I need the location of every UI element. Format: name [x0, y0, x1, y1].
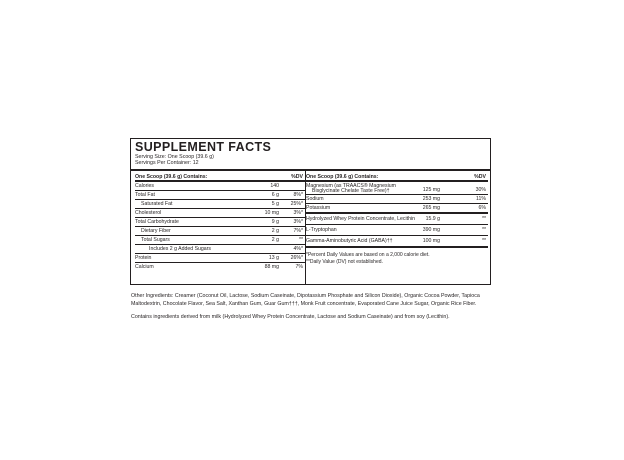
table-row — [135, 209, 305, 218]
nutrient-amount: 2 g — [271, 237, 279, 243]
ingredient-dv: 30% — [475, 187, 486, 193]
ingredient-name: Gamma-Aminobutyric Acid (GABA)†† — [306, 238, 393, 244]
nutrient-amount: 88 mg — [264, 264, 279, 270]
right-header-label: One Scoop (39.6 g) Contains: — [306, 174, 379, 180]
table-row — [306, 182, 488, 195]
nutrient-amount: 2 g — [271, 228, 279, 234]
ingredient-amount: 265 mg — [422, 205, 440, 211]
ingredient-amount: 15.9 g — [425, 216, 440, 222]
nutrient-amount: 5 g — [271, 201, 279, 207]
nutrient-name: Calories — [135, 183, 155, 189]
nutrient-amount: 13 g — [268, 255, 279, 261]
ingredient-name: Sodium — [306, 196, 324, 202]
nutrient-amount: 6 g — [271, 192, 279, 198]
nutrient-name: Total Sugars — [141, 237, 170, 243]
right-nutrient-table — [306, 173, 488, 265]
nutrient-name: Includes 2 g Added Sugars — [149, 246, 212, 252]
nutrient-dv: 7% — [295, 264, 303, 270]
nutrient-dv: 26%* — [290, 255, 303, 261]
table-row — [306, 225, 488, 236]
ingredient-amount: 125 mg — [422, 187, 440, 193]
ingredient-amount: 253 mg — [422, 196, 440, 202]
nutrient-name: Total Fat — [135, 192, 155, 198]
panel-title: SUPPLEMENT FACTS — [135, 140, 272, 154]
ingredient-amount: 390 mg — [422, 227, 440, 233]
nutrient-name: Total Carbohydrate — [135, 219, 179, 225]
nutrient-name: Protein — [135, 255, 152, 261]
allergen-statement: Contains ingredients derived from milk (Hydrolyzed Whey Protein Concentrate, Lactose and Sodium Caseinate) and from soy (Lecithin). — [131, 314, 450, 320]
table-row — [135, 182, 305, 191]
nutrient-dv: 3%* — [293, 210, 303, 216]
table-row — [135, 218, 305, 227]
ingredient-name: Hydrolyzed Whey Protein Concentrate, Lecithin — [306, 216, 415, 222]
top-thick-rule — [131, 169, 490, 171]
table-row — [135, 245, 305, 254]
ingredient-amount: 100 mg — [422, 238, 440, 244]
left-header-dv: %DV — [291, 174, 303, 180]
supplement-facts-panel — [130, 138, 491, 285]
nutrient-dv: 4%* — [293, 246, 303, 252]
right-table-header — [306, 173, 488, 182]
nutrient-amount: 9 g — [271, 219, 279, 225]
table-row — [306, 214, 488, 225]
nutrient-dv: 7%* — [293, 228, 303, 234]
ingredient-name: Magnesium (as TRAACS® Magnesium — [306, 183, 396, 189]
right-header-dv: %DV — [474, 174, 486, 180]
ingredient-dv: ** — [481, 227, 486, 233]
ingredient-dv: ** — [481, 238, 486, 244]
nutrient-dv: ** — [298, 237, 303, 243]
other-ingredients: Other Ingredients: Creamer (Coconut Oil, Lactose, Sodium Caseinate, Dipotassium Phosphate and Silicon Dioxide), Organic Cocoa Powder, Tapioca Maltodextrin, Chocolate Flavor, Sea Salt, Xanthan Gum, Guar Gum†††, Monk Fruit concentrate, Evaporated Cane Juice Sugar, Organic Rice Fiber. — [131, 293, 480, 307]
table-row — [135, 236, 305, 245]
footnote-dv: *Percent Daily Values are based on a 2,000 calorie diet. — [306, 252, 430, 258]
nutrient-dv: 3%* — [293, 219, 303, 225]
nutrient-dv: 25%* — [290, 201, 303, 207]
table-row — [135, 254, 305, 263]
nutrient-dv: 8%* — [293, 192, 303, 198]
nutrient-amount: 140 — [270, 183, 279, 189]
footnote-not-established: **Daily Value (DV) not established. — [306, 258, 383, 265]
table-row — [135, 227, 305, 236]
serving-size: Serving Size: One Scoop (39.6 g) — [135, 154, 214, 160]
table-row — [306, 236, 488, 248]
nutrient-name: Dietary Fiber — [141, 228, 171, 234]
table-row — [306, 204, 488, 214]
ingredient-name: L-Tryptophan — [306, 227, 337, 233]
ingredient-dv: 6% — [478, 205, 486, 211]
ingredient-dv: ** — [481, 216, 486, 222]
nutrient-name: Cholesterol — [135, 210, 162, 216]
nutrient-amount: 10 mg — [264, 210, 279, 216]
ingredient-name: Potassium — [306, 205, 331, 211]
left-header-label: One Scoop (39.6 g) Contains: — [135, 174, 208, 180]
left-table-header — [135, 173, 305, 182]
servings-per-container: Servings Per Container: 12 — [135, 160, 199, 166]
table-row — [135, 263, 305, 271]
table-row — [135, 200, 305, 209]
ingredient-name-line2: Bisglycinate Chelate Taste Free)† — [312, 188, 390, 194]
ingredient-dv: 11% — [476, 196, 486, 202]
table-row — [306, 195, 488, 204]
table-row — [135, 191, 305, 200]
left-nutrient-table — [135, 173, 305, 271]
nutrient-name: Calcium — [135, 264, 154, 270]
nutrient-name: Saturated Fat — [141, 201, 173, 207]
